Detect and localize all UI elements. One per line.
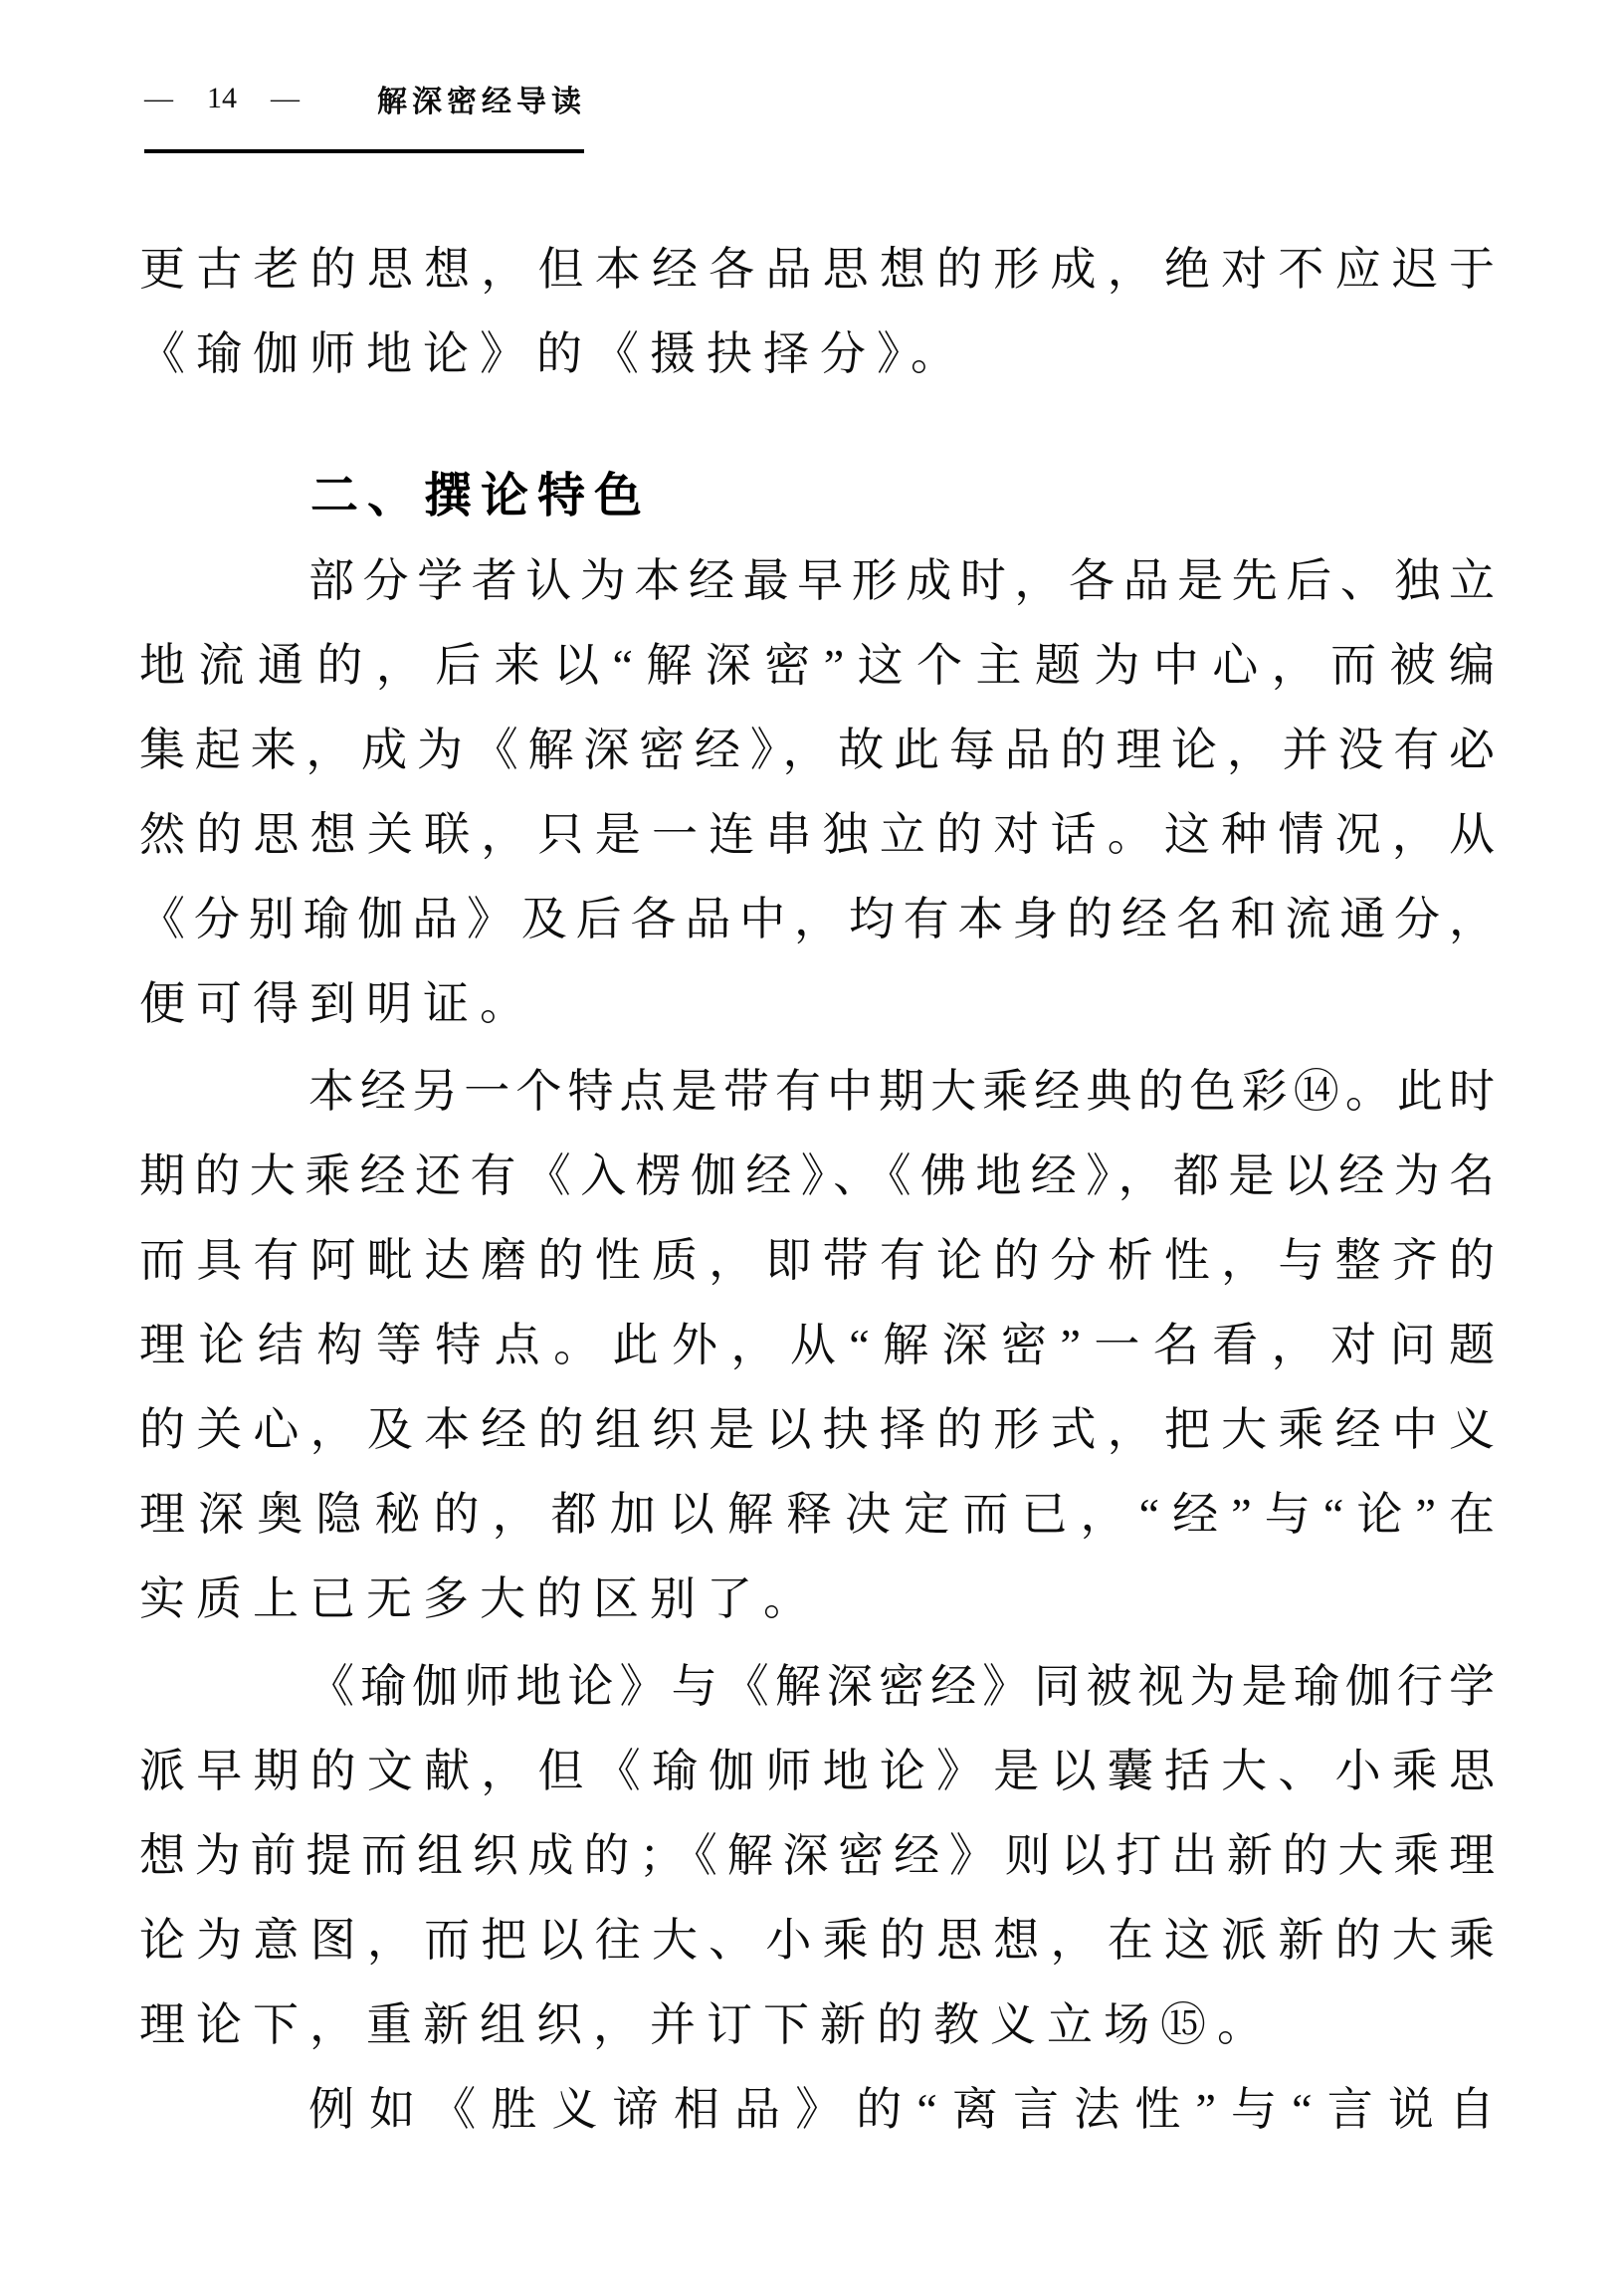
text-line: 《分别瑜伽品》及后各品中，均有本身的经名和流通分，: [139, 894, 1495, 944]
text-line: 然的思想关联，只是一连串独立的对话。这种情况，从: [139, 809, 1495, 860]
paragraph-1: [139, 227, 1495, 396]
paragraph-4: [139, 1644, 1495, 2067]
text-line: 理深奥隐秘的，都加以解释决定而已，“经”与“论”在: [139, 1489, 1495, 1540]
text-line: 实质上已无多大的区别了。: [139, 1573, 820, 1624]
text-line: 集起来，成为《解深密经》，故此每品的理论，并没有必: [139, 725, 1495, 775]
text-line: 便可得到明证。: [139, 978, 536, 1029]
text-line: 理论结构等特点。此外，从“解深密”一名看，对问题: [139, 1320, 1495, 1370]
page-number: 14: [207, 82, 237, 114]
header-dash-right: —: [271, 82, 300, 114]
text-line: 《瑜伽师地论》与《解深密经》同被视为是瑜伽行学: [308, 1661, 1495, 1712]
text-line: 理论下，重新组织，并订下新的教义立场⑮。: [139, 1999, 1274, 2050]
paragraph-5: [139, 2067, 1495, 2152]
text-line: 本经另一个特点是带有中期大乘经典的色彩⑭。此时: [308, 1066, 1495, 1117]
paragraph-2: [139, 538, 1495, 1046]
text-line: 论为意图，而把以往大、小乘的思想，在这派新的大乘: [139, 1915, 1495, 1966]
text-line: 更古老的思想，但本经各品思想的形成，绝对不应迟于: [139, 244, 1495, 295]
text-line: 派早期的文献，但《瑜伽师地论》是以囊括大、小乘思: [139, 1746, 1495, 1796]
text-line: 《瑜伽师地论》的《摄抉择分》。: [139, 328, 967, 379]
text-line: 的关心，及本经的组织是以抉择的形式，把大乘经中义: [139, 1404, 1495, 1455]
text-line: 地流通的，后来以“解深密”这个主题为中心，而被编: [139, 640, 1495, 691]
section-heading: 二、撰论特色: [310, 470, 652, 522]
text-line: 想为前提而组织成的；《解深密经》则以打出新的大乘理: [139, 1830, 1495, 1881]
paragraph-3: [139, 1049, 1495, 1641]
text-line: 例如《胜义谛相品》的“离言法性”与“言说自: [308, 2084, 1495, 2135]
text-line: 而具有阿毗达磨的性质，即带有论的分析性，与整齐的: [139, 1235, 1495, 1286]
header-rule: [144, 149, 584, 153]
page-content: [139, 227, 1495, 2152]
running-title: 解深密经导读: [377, 86, 586, 118]
page-header: [144, 78, 586, 119]
text-line: 期的大乘经还有《入楞伽经》、《佛地经》，都是以经为名: [139, 1150, 1495, 1201]
text-line: 部分学者认为本经最早形成时，各品是先后、独立: [308, 555, 1495, 606]
header-dash-left: —: [144, 82, 173, 114]
